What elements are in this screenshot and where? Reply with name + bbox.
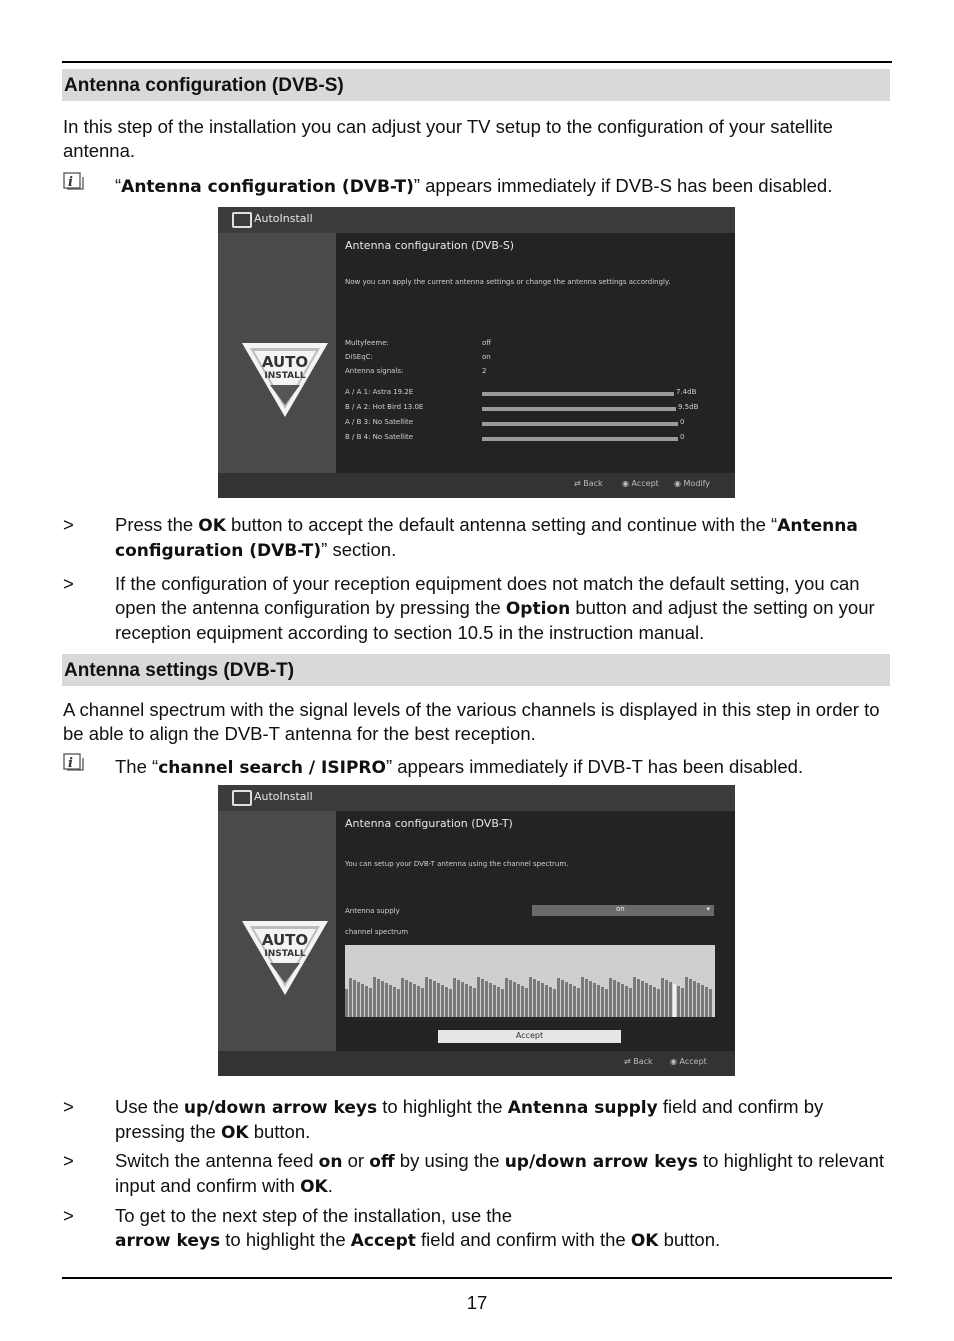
hint-modify: ◉ Modify	[674, 479, 711, 488]
svg-text:AUTO: AUTO	[261, 931, 309, 949]
tv-row-label: Antenna signals:	[345, 367, 404, 375]
spectrum-bar	[393, 987, 396, 1017]
note-text: “Antenna configuration (DVB-T)” appears immediately if DVB-S has been disabled.	[115, 175, 833, 197]
spectrum-bar	[685, 977, 688, 1017]
hint-accept: ◉ Accept	[670, 1057, 707, 1066]
step-item: > If the configuration of your reception equipment does not match the default setting, you can open the antenna configuration by pressing the Option button and adjust the setting on your reception equipment according to section 10.5 in the instruction manual.	[63, 573, 875, 643]
spectrum-bar	[613, 980, 616, 1017]
step-item: > To get to the next step of the installation, use the arrow keys to highlight the Accept field and confirm with the OK button.	[63, 1205, 721, 1251]
tv-icon	[232, 790, 252, 806]
tv-topbar	[218, 207, 735, 233]
spectrum-bar	[701, 985, 704, 1017]
spectrum-bar	[565, 982, 568, 1017]
spectrum-bar	[569, 984, 572, 1017]
step-item: > Press the OK button to accept the default antenna setting and continue with the “Antenna configuration (DVB-T)” section.	[63, 514, 858, 561]
section-header-dvb-s	[62, 69, 890, 101]
spectrum-bar	[369, 988, 372, 1017]
spectrum-bar	[381, 981, 384, 1017]
spectrum-bar	[541, 983, 544, 1017]
spectrum-bar	[373, 977, 376, 1017]
spectrum-bar	[581, 977, 584, 1017]
spectrum-bar	[537, 981, 540, 1017]
spectrum-bar	[617, 982, 620, 1017]
spectrum-bar	[433, 981, 436, 1017]
spectrum-bar	[637, 979, 640, 1017]
spectrum-bar	[429, 979, 432, 1017]
sat-row-value: 9.5dB	[678, 403, 699, 411]
accept-button[interactable]: Accept	[438, 1030, 621, 1043]
spectrum-bar	[577, 988, 580, 1017]
spectrum-bar	[453, 978, 456, 1017]
intro-paragraph: In this step of the installation you can adjust your TV setup to the configuration of your satellite antenna.	[63, 116, 833, 161]
spectrum-bar	[553, 989, 556, 1017]
tv-left-pane	[218, 811, 336, 1051]
spectrum-bar	[629, 988, 632, 1017]
spectrum-bar	[609, 978, 612, 1017]
spectrum-bar	[461, 982, 464, 1017]
spectrum-bar	[401, 978, 404, 1017]
tv-left-pane	[218, 233, 336, 473]
spectrum-bar	[413, 984, 416, 1017]
sat-row-value: 0	[680, 433, 685, 441]
spectrum-bar	[377, 979, 380, 1017]
tv-row-value: 2	[482, 367, 487, 375]
svg-text:i: i	[68, 756, 73, 771]
spectrum-bar	[525, 988, 528, 1017]
spectrum-bar	[673, 984, 676, 1017]
info-icon	[63, 172, 85, 192]
spectrum-bar	[533, 979, 536, 1017]
spectrum-bar	[621, 984, 624, 1017]
tv-row-value: on	[482, 353, 491, 361]
tv-bottombar	[218, 473, 735, 498]
auto-install-logo	[242, 921, 328, 997]
svg-text:INSTALL: INSTALL	[264, 371, 306, 381]
spectrum-bar	[597, 985, 600, 1017]
tv-row-label: Multyfeeme:	[345, 339, 389, 347]
spectrum-bar	[485, 981, 488, 1017]
spectrum-bar	[601, 987, 604, 1017]
note-text: The “channel search / ISIPRO” appears immediately if DVB-T has been disabled.	[115, 756, 804, 778]
tv-app-title: AutoInstall	[254, 790, 313, 803]
spectrum-bar	[445, 987, 448, 1017]
tv-topbar	[218, 785, 735, 811]
spectrum-bar	[501, 989, 504, 1017]
spectrum-bar	[653, 987, 656, 1017]
spectrum-bar	[489, 983, 492, 1017]
sat-row-label: A / B 3: No Satellite	[345, 418, 414, 426]
spectrum-bar	[357, 982, 360, 1017]
spectrum-bar	[345, 989, 348, 1017]
spectrum-bar	[529, 977, 532, 1017]
spectrum-bar	[677, 986, 680, 1017]
spectrum-bars	[345, 945, 715, 1017]
section-header-dvb-t	[62, 654, 890, 686]
spectrum-bar	[573, 986, 576, 1017]
tv-row-value: off	[482, 339, 492, 347]
spectrum-bar	[557, 978, 560, 1017]
sat-row-label: B / B 4: No Satellite	[345, 433, 414, 441]
tv-row-label: DiSEqC:	[345, 353, 373, 361]
spectrum-bar	[361, 984, 364, 1017]
auto-install-logo	[242, 343, 328, 419]
tv-icon	[232, 212, 252, 228]
spectrum-bar	[697, 983, 700, 1017]
spectrum-bar	[665, 980, 668, 1017]
tv-bottombar	[218, 1051, 735, 1076]
spectrum-bar	[365, 986, 368, 1017]
sat-row-value: 0	[680, 418, 685, 426]
spectrum-bar	[593, 983, 596, 1017]
antenna-supply-value: on	[616, 905, 625, 913]
svg-text:i: i	[68, 175, 73, 190]
sat-row-value: 7.4dB	[676, 388, 697, 396]
antenna-supply-select[interactable]	[532, 905, 714, 916]
signal-bars	[482, 390, 685, 450]
channel-spectrum	[345, 945, 715, 1017]
spectrum-bar	[517, 984, 520, 1017]
spectrum-bar	[353, 980, 356, 1017]
spectrum-bar	[669, 982, 672, 1017]
tv-screenshot-dvb-s	[218, 207, 735, 498]
hint-accept: ◉ Accept	[622, 479, 659, 488]
spectrum-bar	[649, 985, 652, 1017]
spectrum-bar	[561, 980, 564, 1017]
spectrum-bar	[457, 980, 460, 1017]
spectrum-bar	[585, 979, 588, 1017]
spectrum-bar	[425, 977, 428, 1017]
channel-spectrum-label: channel spectrum	[345, 928, 409, 936]
spectrum-bar	[421, 988, 424, 1017]
spectrum-bar	[633, 977, 636, 1017]
spectrum-bar	[389, 985, 392, 1017]
step-item: > Use the up/down arrow keys to highlight the Antenna supply field and confirm by pressing the OK button.	[63, 1096, 824, 1143]
spectrum-bar	[477, 977, 480, 1017]
spectrum-bar	[693, 981, 696, 1017]
top-rule	[62, 61, 892, 63]
spectrum-bar	[625, 986, 628, 1017]
spectrum-bar	[349, 978, 352, 1017]
spectrum-bar	[493, 985, 496, 1017]
spectrum-bar	[441, 985, 444, 1017]
sat-row-label: A / A 1: Astra 19.2E	[345, 388, 414, 396]
spectrum-bar	[405, 980, 408, 1017]
spectrum-bar	[589, 981, 592, 1017]
spectrum-bar	[705, 987, 708, 1017]
tv-heading: Antenna configuration (DVB-S)	[345, 239, 515, 252]
antenna-supply-label: Antenna supply	[345, 907, 400, 915]
svg-text:AUTO: AUTO	[261, 353, 309, 371]
spectrum-bar	[409, 982, 412, 1017]
spectrum-bar	[521, 986, 524, 1017]
spectrum-bar	[709, 989, 712, 1017]
spectrum-bar	[509, 980, 512, 1017]
spectrum-bar	[437, 983, 440, 1017]
svg-text:INSTALL: INSTALL	[264, 949, 306, 959]
spectrum-bar	[397, 989, 400, 1017]
hint-back: ⇄ Back	[624, 1057, 653, 1066]
step-item: > Switch the antenna feed on or off by using the up/down arrow keys to highlight to relevant input and confirm with OK.	[63, 1150, 885, 1197]
spectrum-bar	[641, 981, 644, 1017]
spectrum-bar	[661, 978, 664, 1017]
tv-heading: Antenna configuration (DVB-T)	[345, 817, 513, 830]
spectrum-bar	[513, 982, 516, 1017]
page-number: 17	[466, 1292, 488, 1313]
spectrum-bar	[449, 989, 452, 1017]
section-title: Antenna settings (DVB-T)	[64, 660, 295, 681]
spectrum-bar	[689, 979, 692, 1017]
spectrum-bar	[505, 978, 508, 1017]
spectrum-bar	[549, 987, 552, 1017]
spectrum-bar	[481, 979, 484, 1017]
tv-screenshot-dvb-t	[218, 785, 735, 1076]
spectrum-bar	[417, 986, 420, 1017]
intro-paragraph: A channel spectrum with the signal levels of the various channels is displayed in this step in order to be able to align the DVB-T antenna for the best reception.	[63, 699, 880, 744]
bottom-rule	[62, 1277, 892, 1279]
spectrum-bar	[465, 984, 468, 1017]
sat-row-label: B / A 2: Hot Bird 13.0E	[345, 403, 424, 411]
spectrum-bar	[385, 983, 388, 1017]
spectrum-bar	[545, 985, 548, 1017]
spectrum-bar	[473, 988, 476, 1017]
chevron-icon: ▾	[706, 905, 710, 913]
section-title: Antenna configuration (DVB-S)	[64, 75, 344, 96]
hint-back: ⇄ Back	[574, 479, 603, 488]
spectrum-bar	[681, 988, 684, 1017]
spectrum-bar	[497, 987, 500, 1017]
tv-description: You can setup your DVB-T antenna using the channel spectrum.	[345, 860, 569, 868]
tv-description: Now you can apply the current antenna settings or change the antenna settings accordingly.	[345, 278, 671, 286]
spectrum-bar	[605, 989, 608, 1017]
spectrum-bar	[645, 983, 648, 1017]
spectrum-bar	[469, 986, 472, 1017]
spectrum-bar	[657, 989, 660, 1017]
info-icon	[63, 753, 85, 773]
tv-app-title: AutoInstall	[254, 212, 313, 225]
